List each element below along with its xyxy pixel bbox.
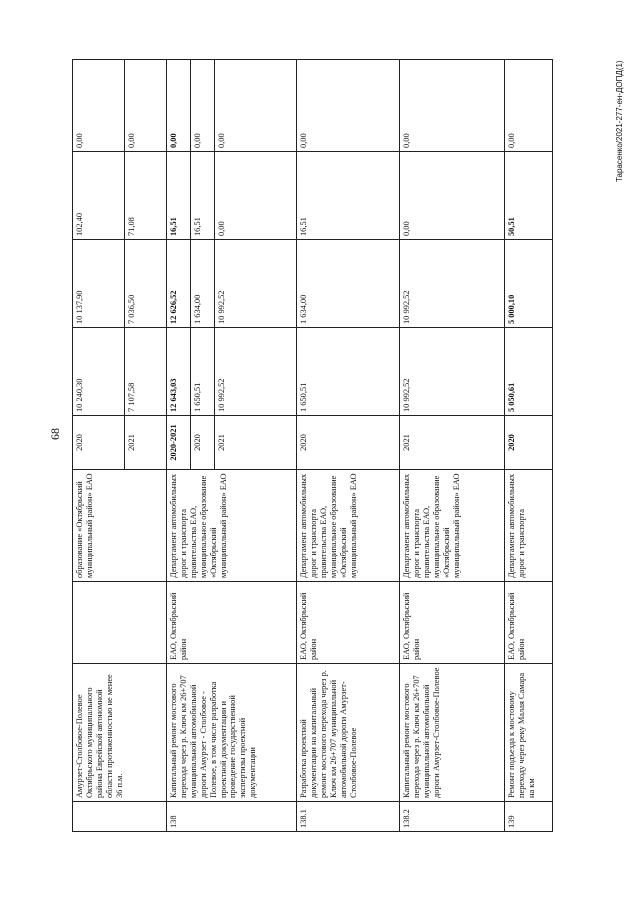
table-wrapper xyxy=(72,60,537,832)
row-number xyxy=(73,802,167,832)
location xyxy=(73,582,167,664)
year-cell: 2020 xyxy=(191,416,215,470)
customer: Департамент автомобильных дорог и транспорта правительства ЕАО, муниципальное образование «Октябрьский муниципальный район» ЕАО xyxy=(400,470,505,582)
federal-cell: 10 137,90 xyxy=(73,240,125,328)
customer: Департамент автомобильных дорог и транспорта правительства ЕАО, муниципальное образование «Октябрьский муниципальный район» ЕАО xyxy=(297,470,400,582)
federal-cell: 10 992,52 xyxy=(400,240,505,328)
federal-cell: 12 626,52 xyxy=(167,240,191,328)
customer: Департамент автомобильных дорог и транспорта xyxy=(505,470,553,582)
total-cell: 1 650,51 xyxy=(191,328,215,416)
year-cell: 2021 xyxy=(215,416,297,470)
regional-cell: 71,08 xyxy=(125,152,167,240)
regional-cell: 16,51 xyxy=(167,152,191,240)
row-number: 138 xyxy=(167,802,297,832)
year-cell: 2020 xyxy=(73,416,125,470)
local-cell: 0,00 xyxy=(400,60,505,152)
year-cell: 2020 xyxy=(297,416,400,470)
location: ЕАО, Октябрьский район xyxy=(505,582,553,664)
document-code: Тарасенко/2021-277-ен-ДОПД(1) xyxy=(615,60,624,182)
total-cell: 5 050,61 xyxy=(505,328,553,416)
row-number: 138.2 xyxy=(400,802,505,832)
table-row xyxy=(297,60,400,832)
total-cell: 7 107,58 xyxy=(125,328,167,416)
total-cell: 10 992,52 xyxy=(215,328,297,416)
federal-cell: 7 036,50 xyxy=(125,240,167,328)
federal-cell: 1 634,00 xyxy=(191,240,215,328)
year-cell: 2021 xyxy=(400,416,505,470)
year-cell: 2020-2021 xyxy=(167,416,191,470)
local-cell: 0,00 xyxy=(297,60,400,152)
total-cell: 1 650,51 xyxy=(297,328,400,416)
total-cell: 12 643,03 xyxy=(167,328,191,416)
object-name: Разработка проектной документации на капитальный ремонт мостового перехода через р. Ключ км 26+707 муниципальной автомобильной дороги Амурзет-Столбовое-Полевое xyxy=(297,664,400,802)
object-name: Амурзет-Столбовое-Полевое Октябрьского муниципального района Еврейской автономной области протяженностью не менее 36 п.м. xyxy=(73,664,167,802)
table-row xyxy=(505,60,553,832)
customer: Департамент автомобильных дорог и транспорта правительства ЕАО, муниципальное образование «Октябрьский муниципальный район» ЕАО xyxy=(167,470,297,582)
table-row xyxy=(400,60,505,832)
table-row xyxy=(73,60,125,832)
local-cell: 0,00 xyxy=(73,60,125,152)
year-cell: 2020 xyxy=(505,416,553,470)
local-cell: 0,00 xyxy=(505,60,553,152)
budget-table xyxy=(72,59,553,832)
regional-cell: 0,00 xyxy=(400,152,505,240)
federal-cell: 5 000,10 xyxy=(505,240,553,328)
object-name: Ремонт подъезда к мостовому переходу через реку Малая Самара на км xyxy=(505,664,553,802)
year-cell: 2021 xyxy=(125,416,167,470)
regional-cell: 50,51 xyxy=(505,152,553,240)
location: ЕАО, Октябрьский район xyxy=(167,582,297,664)
federal-cell: 1 634,00 xyxy=(297,240,400,328)
regional-cell: 102,40 xyxy=(73,152,125,240)
location: ЕАО, Октябрьский район xyxy=(400,582,505,664)
customer: образование «Октябрьский муниципальный район» ЕАО xyxy=(73,470,167,582)
local-cell: 0,00 xyxy=(167,60,191,152)
page-number: 68 xyxy=(48,428,62,440)
regional-cell: 0,00 xyxy=(215,152,297,240)
regional-cell: 16,51 xyxy=(297,152,400,240)
location: ЕАО, Октябрьский район xyxy=(297,582,400,664)
object-name: Капитальный ремонт мостового перехода через р. Ключ км 26+707 муниципальной автомобильной дороги Амурзет - Столбовое - Полевое, в том числе разработка проектной документации и проведение государственной экспертизы проектной документации xyxy=(167,664,297,802)
local-cell: 0,00 xyxy=(215,60,297,152)
total-cell: 10 992,52 xyxy=(400,328,505,416)
table-row xyxy=(167,60,191,832)
row-number: 138.1 xyxy=(297,802,400,832)
row-number: 139 xyxy=(505,802,553,832)
local-cell: 0,00 xyxy=(191,60,215,152)
regional-cell: 16,51 xyxy=(191,152,215,240)
object-name: Капитальный ремонт мостового перехода через р. Ключ км 26+707 муниципальной автомобильной дороги Амурзет-Столбовое-Полевое xyxy=(400,664,505,802)
total-cell: 10 240,30 xyxy=(73,328,125,416)
local-cell: 0,00 xyxy=(125,60,167,152)
federal-cell: 10 992,52 xyxy=(215,240,297,328)
